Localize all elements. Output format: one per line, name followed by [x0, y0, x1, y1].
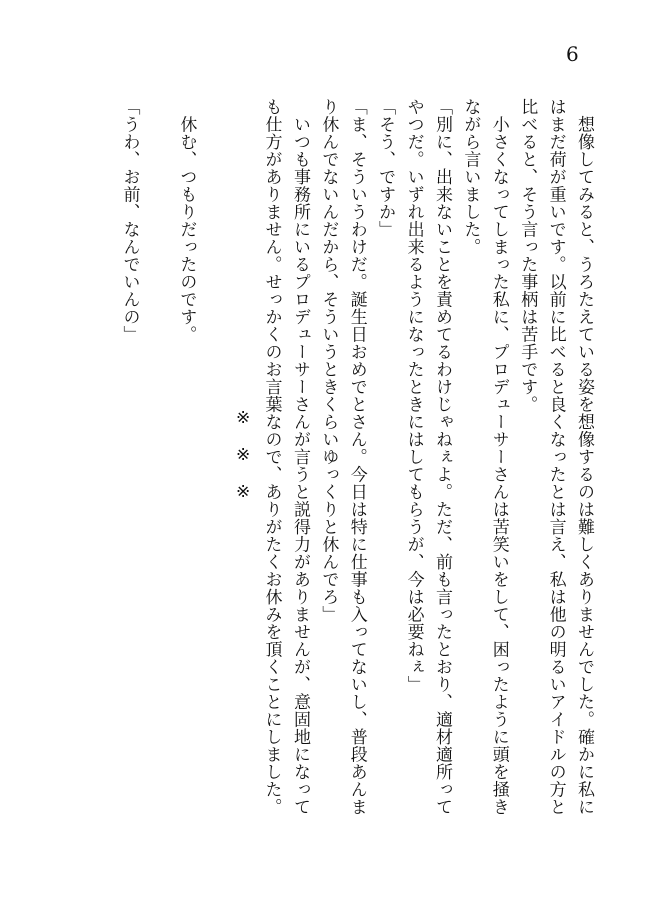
text-line: も仕方がありません。せっかくのお言葉なので、ありがたくお休みを頂くことにしました。 [261, 98, 282, 816]
text-line: 想像してみると、うろたえている姿を想像するのは難しくありませんでした。確かに私に [574, 98, 594, 816]
text-line: り休んでないんだから、そういうときくらいゆっくりと休んでろ」 [318, 98, 339, 623]
text-line: 「うわ、お前、なんでいんの」 [119, 98, 140, 343]
text-line: 小さくなってしまった私に、プロデューサーさんは苦笑いをして、困ったように頭を掻き [488, 98, 509, 816]
text-line: ながら言いました。 [460, 98, 481, 256]
text-line: 比べると、そう言った事柄は苦手です。 [517, 98, 538, 413]
vertical-text-body [115, 98, 598, 838]
text-line: 「ま、そういうわけだ。誕生日おめでとさん。今日は特に仕事も入ってないし、普段あんま [346, 98, 367, 816]
text-line: 「そう、ですか」 [375, 98, 396, 238]
page-number: 6 [566, 42, 579, 66]
text-line: やつだ。いずれ出来るようになったときにはしてもらうが、今は必要ねぇ」 [403, 98, 424, 693]
text-line: 休む、つもりだったのです。 [176, 98, 197, 343]
text-line: いつも事務所にいるプロデューサーさんが言うと説得力がありませんが、意固地になって [289, 98, 310, 816]
text-line: はまだ荷が重いです。以前に比べると良くなったとは言え、私は他の明るいアイドルの方と [545, 98, 566, 816]
text-line: 「別に、出来ないことを責めてるわけじゃねぇよ。ただ、前も言ったとおり、適材適所って [431, 98, 452, 816]
scene-separator: ※※※ [233, 408, 254, 519]
